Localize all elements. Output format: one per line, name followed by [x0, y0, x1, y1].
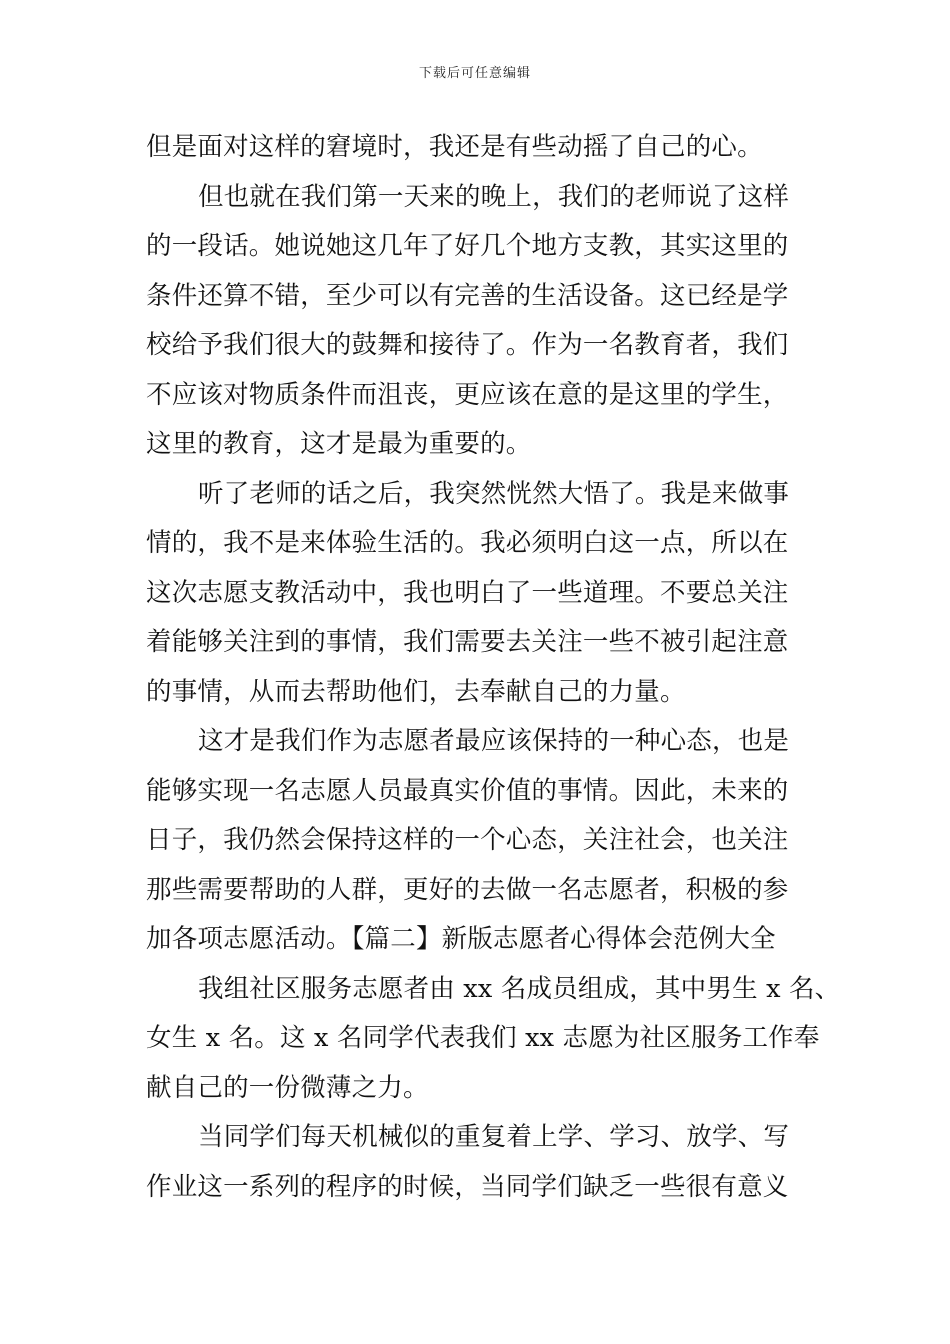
- text-line: 校给予我们很大的鼓舞和接待了。作为一名教育者，我们: [146, 330, 789, 360]
- text-line: 这次志愿支教活动中，我也明白了一些道理。不要总关注: [146, 577, 789, 608]
- text-line: 加各项志愿活动。【篇二】新版志愿者心得体会范例大全: [146, 924, 776, 954]
- text-line: 但是面对这样的窘境时，我还是有些动摇了自己的心。: [146, 132, 763, 162]
- text-line: 听了老师的话之后，我突然恍然大悟了。我是来做事: [198, 478, 790, 509]
- text-line: 日子，我仍然会保持这样的一个心态，关注社会，也关注: [146, 825, 789, 855]
- text-line: 条件还算不错，至少可以有完善的生活设备。这已经是学: [146, 280, 789, 311]
- text-line: 这里的教育，这才是最为重要的。: [146, 429, 532, 459]
- text-line: 的事情，从而去帮助他们，去奉献自己的力量。: [146, 676, 686, 707]
- text-line: 我组社区服务志愿者由 xx 名成员组成，其中男生 x 名、: [198, 973, 841, 1004]
- text-line: 能够实现一名志愿人员最真实价值的事情。因此，未来的: [146, 775, 789, 806]
- text-line: 当同学们每天机械似的重复着上学、学习、放学、写: [198, 1122, 790, 1152]
- page-header: 下载后可任意编辑: [418, 66, 531, 81]
- text-line: 那些需要帮助的人群，更好的去做一名志愿者，积极的参: [146, 874, 789, 905]
- text-line: 但也就在我们第一天来的晚上，我们的老师说了这样: [198, 181, 790, 212]
- text-line: 这才是我们作为志愿者最应该保持的一种心态，也是: [198, 726, 790, 756]
- text-line: 着能够关注到的事情，我们需要去关注一些不被引起注意: [146, 627, 789, 657]
- text-line: 献自己的一份微薄之力。: [146, 1072, 429, 1103]
- text-line: 不应该对物质条件而沮丧，更应该在意的是这里的学生，: [146, 379, 789, 410]
- text-line: 的一段话。她说她这几年了好几个地方支教，其实这里的: [146, 231, 789, 261]
- body-text: [146, 123, 841, 1212]
- text-line: 作业这一系列的程序的时候，当同学们缺乏一些很有意义: [146, 1171, 789, 1202]
- text-line: 情的，我不是来体验生活的。我必须明白这一点，所以在: [146, 528, 789, 558]
- text-line: 女生 x 名。这 x 名同学代表我们 xx 志愿为社区服务工作奉: [146, 1023, 820, 1053]
